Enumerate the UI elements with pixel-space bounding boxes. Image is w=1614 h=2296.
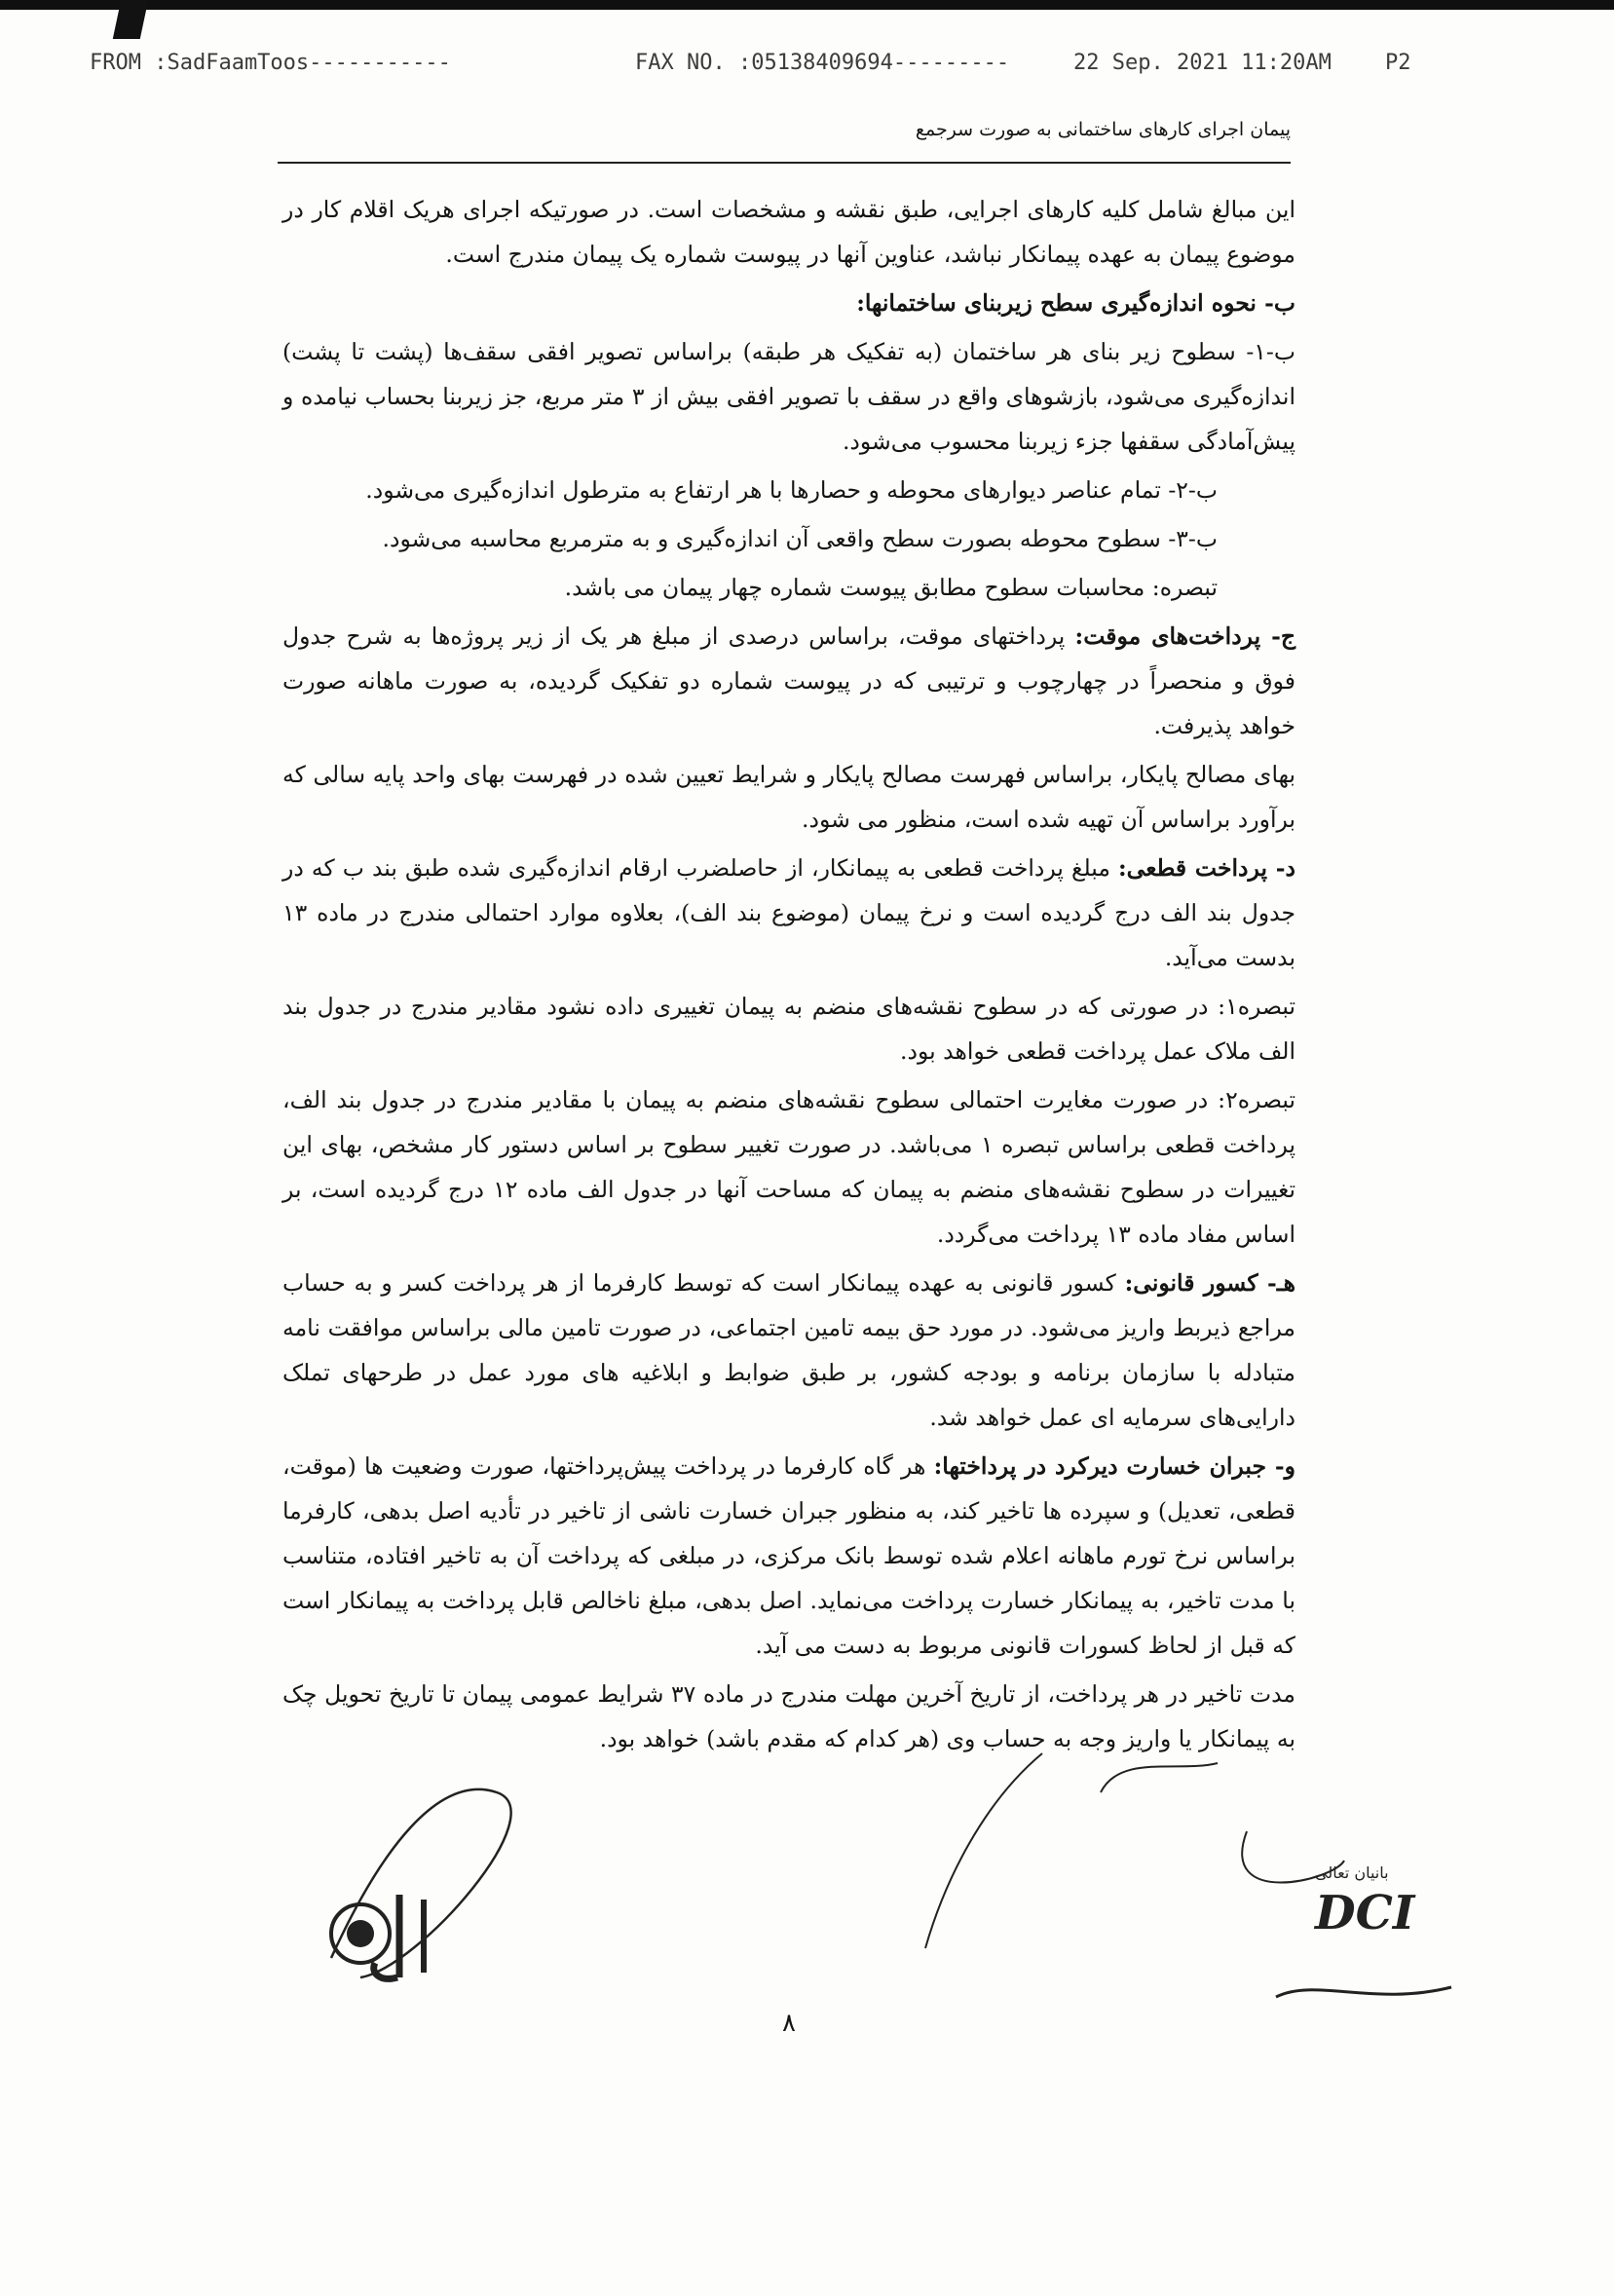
paragraph-h-text: کسور قانونی به عهده پیمانکار است که توسط کارفرما از هر پرداخت کسر و به حساب مراجع ذیربط واریز می‌شود. در مورد حق بیمه تامین اجتماعی، در صورت تامین مالی براساس موافقت نامه متبادله با سازمان برنامه و بودجه کشور، بر طبق ضوابط و ابلاغیه های مورد عمل در طرحهای تملک دارایی‌های سرمایه ای عمل خواهد شد.	[282, 1269, 1295, 1431]
paragraph-h-lead: هـ- کسور قانونی:	[1124, 1269, 1295, 1297]
paragraph-v	[282, 1444, 1295, 1668]
paragraph-b1: ب-۱- سطوح زیر بنای هر ساختمان (به تفکیک هر طبقه) براساس تصویر افقی سقف‌ها (پشت تا پشت) اندازه‌گیری می‌شود، بازشوهای واقع در سقف با تصویر افقی بیش از ۳ متر مربع، جز زیربنا بحساب نیامده و پیش‌آمادگی سقفها جزء زیربنا محسوب می‌شود.	[282, 338, 1295, 455]
stamp-right-text: بانیان تعالی	[1315, 1863, 1389, 1882]
paragraph-note1: تبصره۱: در صورتی که در سطوح نقشه‌های منضم به پیمان تغییری داده نشود مقادیر مندرج در جدول بند الف ملاک عمل پرداخت قطعی خواهد بود.	[282, 993, 1295, 1065]
paragraph-j-lead: ج- پرداخت‌های موقت:	[1074, 622, 1295, 650]
paragraph-note2: تبصره۲: در صورت مغایرت احتمالی سطوح نقشه‌های منضم به پیمان با مقادیر مندرج در جدول بند الف، پرداخت قطعی براساس تبصره ۱ می‌باشد. در صورت تغییر سطوح بر اساس دستور کار مشخص، بهای این تغییرات در سطوح نقشه‌های منضم به پیمان که مساحت آنها در جدول الف ماده ۱۲ درج گردیده است، بر اساس مفاد ماده ۱۳ پرداخت می‌گردد.	[282, 1086, 1295, 1248]
paragraph-materials: بهای مصالح پایکار، براساس فهرست مصالح پایکار و شرایط تعیین شده در فهرست بهای واحد پایه سالی که برآورد براساس آن تهیه شده است، منظور می شود.	[282, 761, 1295, 833]
header-rule	[278, 162, 1291, 164]
paragraph-intro: این مبالغ شامل کلیه کارهای اجرایی، طبق نقشه و مشخصات است. در صورتیکه اجرای هریک اقلام کار در موضوع پیمان به عهده پیمانکار نباشد، عناوین آنها در پیوست شماره یک پیمان مندرج است.	[282, 196, 1295, 268]
page-number: ۸	[782, 2009, 796, 2038]
scan-top-edge	[0, 0, 1614, 10]
paragraph-v-text: هر گاه کارفرما در پرداخت پیش‌پرداختها، صورت وضعیت ها (موقت، قطعی، تعدیل) و سپرده ها تاخیر کند، به منظور جبران خسارت ناشی از تاخیر در تأدیه اصل بدهی، کارفرما براساس نرخ تورم ماهانه اعلام شده توسط بانک مرکزی، در مبلغی که پرداخت آن به تاخیر افتاده، متناسب با مدت تاخیر، به پیمانکار خسارت پرداخت می‌نماید. اصل بدهی، مبلغ ناخالص قابل پرداخت به پیمانکار است که قبل از لحاظ کسورات قانونی مربوط به دست می آید.	[282, 1452, 1295, 1659]
document-title: پیمان اجرای کارهای ساختمانی به صورت سرجمع	[915, 119, 1291, 140]
paragraph-b2: ب-۲- تمام عناصر دیوارهای محوطه و حصارها با هر ارتفاع به مترطول اندازه‌گیری می‌شود.	[365, 476, 1218, 504]
paragraph-d-lead: د- پرداخت قطعی:	[1117, 854, 1295, 882]
fax-datetime: 22 Sep. 2021 11:20AM	[1073, 51, 1332, 75]
paragraph-d-text: مبلغ پرداخت قطعی به پیمانکار، از حاصلضرب ارقام اندازه‌گیری شده طبق بند ب که در جدول بند الف درج گردیده است و نرخ پیمان (موضوع بند الف)، بعلاوه موارد احتمالی مندرج در ماده ۱۳ بدست می‌آید.	[282, 854, 1295, 971]
paragraph-note: تبصره: محاسبات سطوح مطابق پیوست شماره چهار پیمان می باشد.	[564, 574, 1218, 601]
fax-header	[90, 51, 1434, 84]
paragraph-d	[282, 846, 1295, 980]
document-header	[278, 115, 1291, 164]
fax-from: FROM :SadFaamToos-----------	[90, 51, 451, 75]
paragraph-j-text: پرداختهای موقت، براساس درصدی از مبلغ هر یک از زیر پروژه‌ها به شرح جدول فوق و منحصراً در چهارچوب و ترتیبی که در پیوست شماره دو تفکیک گردیده، به صورت ماهانه صورت خواهد پذیرفت.	[282, 622, 1295, 739]
paragraph-delay: مدت تاخیر در هر پرداخت، از تاریخ آخرین مهلت مندرج در ماده ۳۷ شرایط عمومی پیمان تا تاریخ تحویل چک به پیمانکار یا واریز وجه به حساب وی (هر کدام که مقدم باشد) خواهد بود.	[282, 1680, 1295, 1752]
fax-page: P2	[1385, 51, 1411, 75]
document-body	[282, 187, 1295, 1765]
company-seal-right	[1257, 1831, 1461, 2026]
stamp-right-logo: DCI	[1315, 1886, 1415, 1940]
heading-b: ب- نحوه اندازه‌گیری سطح زیربنای ساختمانها:	[856, 289, 1295, 317]
paragraph-h	[282, 1261, 1295, 1440]
paragraph-v-lead: و- جبران خسارت دیرکرد در پرداختها:	[933, 1452, 1295, 1480]
paragraph-j	[282, 614, 1295, 748]
paragraph-b3: ب-۳- سطوح محوطه بصورت سطح واقعی آن اندازه‌گیری و به مترمربع محاسبه می‌شود.	[382, 525, 1218, 552]
company-seal-left	[321, 1885, 448, 1992]
fax-number: FAX NO. :05138409694---------	[635, 51, 1010, 75]
